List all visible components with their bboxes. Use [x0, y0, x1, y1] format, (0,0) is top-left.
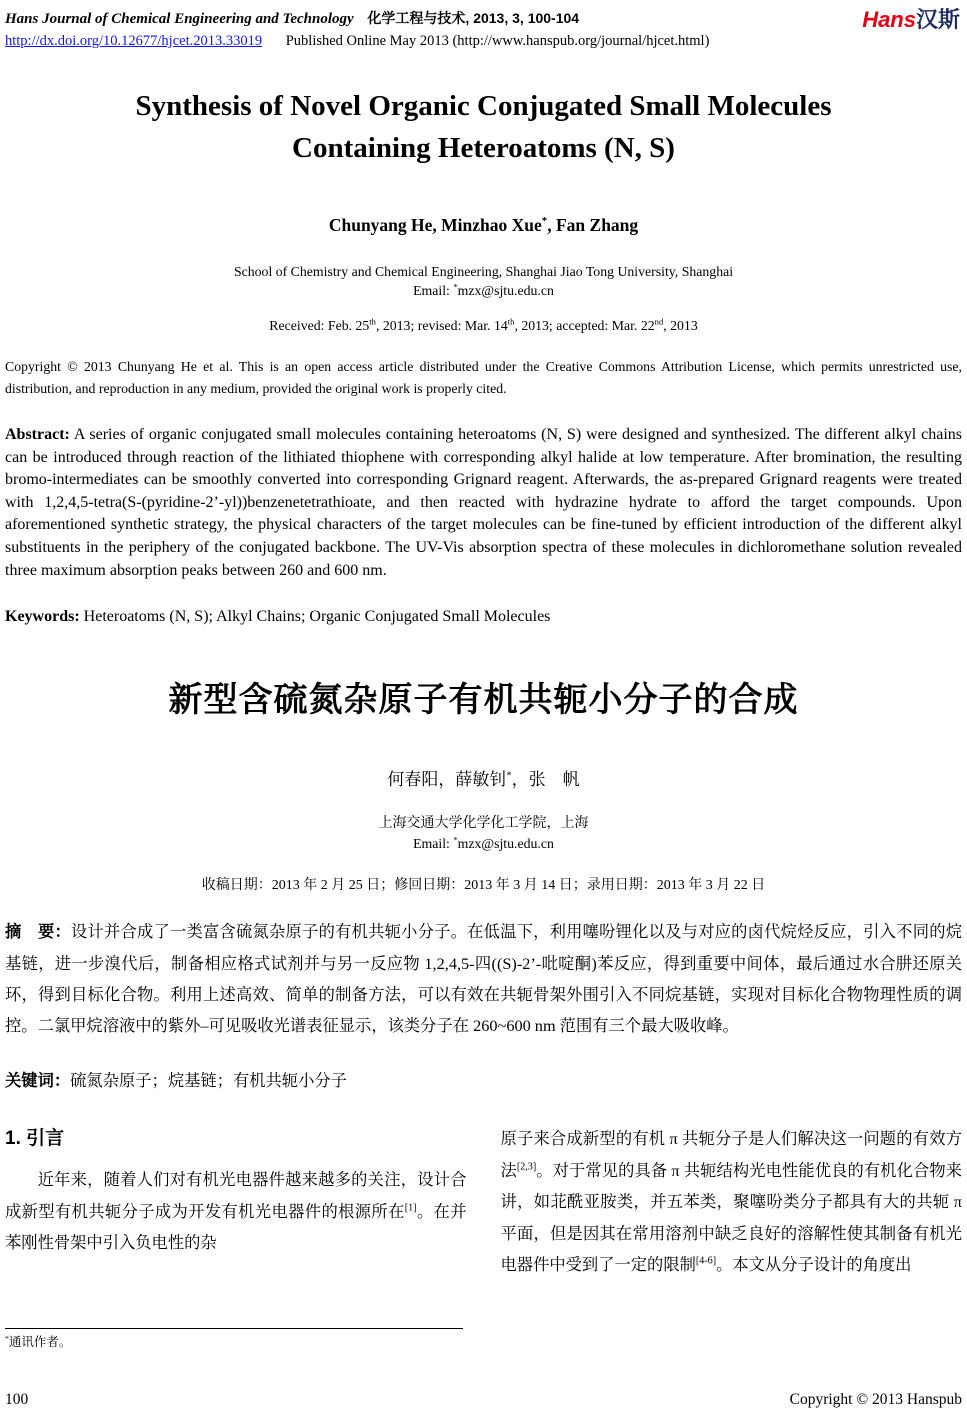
journal-line: [5, 8, 709, 29]
cn-abstract-text: 设计并合成了一类富含硫氮杂原子的有机共轭小分子。在低温下，利用噻吩锂化以及与对应的卤代烷烃反应，引入不同的烷基链，进一步溴代后，制备相应格式试剂并与另一反应物 1,2,4,5-四((S)-2’-吡啶酮)苯反应，得到重要中间体，最后通过水合肼还原关环，得到目标化合物。利用上述高效、简单的制备方法，可以有效在共轭骨架外围引入不同烷基链，实现对目标化合物物理性质的调控。二氯甲烷溶液中的紫外–可见吸收光谱表征显示，该类分子在 260~600 nm 范围有三个最大吸收峰。: [5, 922, 962, 1036]
left-column: [5, 1123, 467, 1281]
cn-dates-line: 收稿日期：2013 年 2 月 25 日；修回日期：2013 年 3 月 14 日；录用日期：2013 年 3 月 22 日: [201, 878, 766, 894]
email-label: Email:: [413, 283, 454, 298]
revised-text: , 2013; revised: Mar. 14: [375, 318, 508, 333]
email-line: [5, 281, 962, 300]
cn-affiliation: 上海交通大学化学化工学院，上海: [378, 816, 589, 832]
page-header: [5, 8, 962, 51]
corresponding-author-asterisk: *: [541, 215, 548, 228]
accepted-year-text: , 2013: [663, 318, 698, 333]
cn-keywords-text: 硫氮杂原子；烷基链；有机共轭小分子: [70, 1071, 347, 1091]
paper-title: [5, 85, 962, 169]
doi-link[interactable]: http://dx.doi.org/10.12677/hjcet.2013.33019: [5, 33, 263, 49]
received-sup-nd: nd: [654, 316, 664, 327]
email-address: mzx@sjtu.edu.cn: [457, 283, 554, 298]
accepted-text: , 2013; accepted: Mar. 22: [514, 318, 655, 333]
cn-abstract-paragraph: [5, 916, 962, 1041]
hanspub-logo: [862, 8, 962, 32]
authors-line: [5, 215, 962, 236]
intro-left-text-rest: 。在并苯刚性骨架中引入负电性的杂: [5, 1201, 467, 1253]
keywords-text: Heteroatoms (N, S); Alkyl Chains; Organic Conjugated Small Molecules: [79, 608, 551, 626]
email-asterisk: *: [453, 281, 458, 292]
two-column-body: [5, 1123, 962, 1281]
received-sup-th1: th: [369, 316, 376, 327]
intro-left-text: 近年来，随着人们对有机光电器件越来越多的关注，设计合成新型有机共轭分子成为开发有机光电器件的根源所在: [5, 1170, 467, 1221]
cn-authors-text: 何春阳，薛敏钊: [387, 770, 507, 790]
header-left: [5, 8, 709, 51]
abstract-label: Abstract:: [5, 426, 70, 443]
published-online-text: Published Online May 2013 (http://www.hanspub.org/journal/hjcet.html): [285, 33, 710, 49]
received-sup-th2: th: [507, 316, 515, 327]
received-dates-line: [5, 318, 962, 334]
keywords-line: [5, 608, 962, 626]
cn-authors-text-rest: ，张 帆: [511, 770, 580, 790]
abstract-text: A series of organic conjugated small molecules containing heteroatoms (N, S) were designed and synthesized. The different alkyl chains can be introduced through reaction of the lithiated thiophene with corresponding alkyl halide at low temperature. After bromination, the resulting bromo-intermediates can be smoothly converted into corresponding Grignard reagent. Afterwards, the as-prepared Grignard reagents were treated with 1,2,4,5-tetra(S-(pyridine-2’-yl))benzenetetrathioate, and then reacted with hydrazine hydrate to afford the target compounds. Upon aforementioned synthetic strategy, the physical characters of the target molecules can be fine-tuned by efficient introduction of the different alkyl substituents in the periphery of the conjugated backbone. The UV-Vis absorption spectra of these molecules in dichloromethane solution revealed three maximum absorption peaks between 260 and 600 nm.: [5, 426, 962, 579]
journal-title-en: Hans Journal of Chemical Engineering and Technology: [5, 11, 354, 27]
header-line2: [5, 31, 709, 51]
citation-ref-1: [1]: [404, 1202, 417, 1214]
citation-ref-4-6: [4-6]: [695, 1255, 717, 1267]
keywords-label: Keywords:: [5, 608, 80, 626]
intro-paragraph-left: [5, 1164, 467, 1259]
cn-keywords-line: [5, 1067, 962, 1091]
intro-right-text-mid: 。对于常见的具备 π 共轭结构光电性能优良的有机化合物来讲，如苝酰亚胺类，并五苯类，聚噻吩类分子都具有大的共轭 π 平面，但是因其在常用溶剂中缺乏良好的溶解性使其制备有机光电器件中受到了一定的限制: [500, 1160, 962, 1275]
cn-abstract-label: 摘 要：: [5, 923, 72, 942]
page-number: 100: [5, 1391, 29, 1408]
authors-text: Chunyang He, Minzhao Xue: [328, 215, 542, 235]
journal-title-cn: 化学工程与技术, 2013, 3, 100-104: [367, 10, 580, 26]
abstract-paragraph: [5, 424, 962, 582]
cn-paper-title: 新型含硫氮杂原子有机共轭小分子的合成: [168, 681, 799, 720]
cn-keywords-label: 关键词：: [5, 1072, 71, 1091]
footer-copyright: Copyright © 2013 Hanspub: [789, 1391, 962, 1408]
intro-right-text-rest: 。本文从分子设计的角度出: [716, 1255, 912, 1275]
license-notice: Copyright © 2013 Chunyang He et al. This is an open access article distributed under the Creative Commons Attribution License, which permits unrestricted use, distribution, and reproduction in any medium, provided the original work is properly cited.: [5, 359, 962, 396]
hans-logo-cn-text: 汉斯: [915, 7, 960, 32]
cn-authors-line: [5, 765, 962, 790]
citation-ref-2-3: [2,3]: [516, 1161, 537, 1173]
authors-text-rest: , Fan Zhang: [547, 215, 639, 235]
paper-title-line1: Synthesis of Novel Organic Conjugated Small Molecules: [135, 90, 832, 122]
intro-paragraph-right: [501, 1123, 963, 1281]
cn-email-label: Email:: [413, 836, 454, 852]
cn-email-line: [5, 834, 962, 854]
footnote-text: 通讯作者。: [8, 1335, 72, 1349]
corresponding-author-footnote: [5, 1328, 463, 1350]
cn-email-asterisk: *: [453, 834, 458, 845]
hans-logo-text: Hans: [862, 7, 916, 32]
cn-email-address: mzx@sjtu.edu.cn: [457, 836, 554, 852]
paper-title-line2: Containing Heteroatoms (N, S): [292, 132, 675, 164]
section-1-heading: 1. 引言: [5, 1128, 65, 1150]
received-text: Received: Feb. 25: [269, 318, 370, 333]
intro-right-text: 原子来合成新型的有机 π 共轭分子是人们解决这一问题的有效方法: [500, 1129, 962, 1180]
footnote-asterisk: *: [5, 1333, 9, 1343]
cn-corresponding-asterisk: *: [506, 770, 512, 782]
affiliation: School of Chemistry and Chemical Engineering, Shanghai Jiao Tong University, Shanghai: [233, 264, 734, 279]
right-column: [501, 1123, 963, 1281]
